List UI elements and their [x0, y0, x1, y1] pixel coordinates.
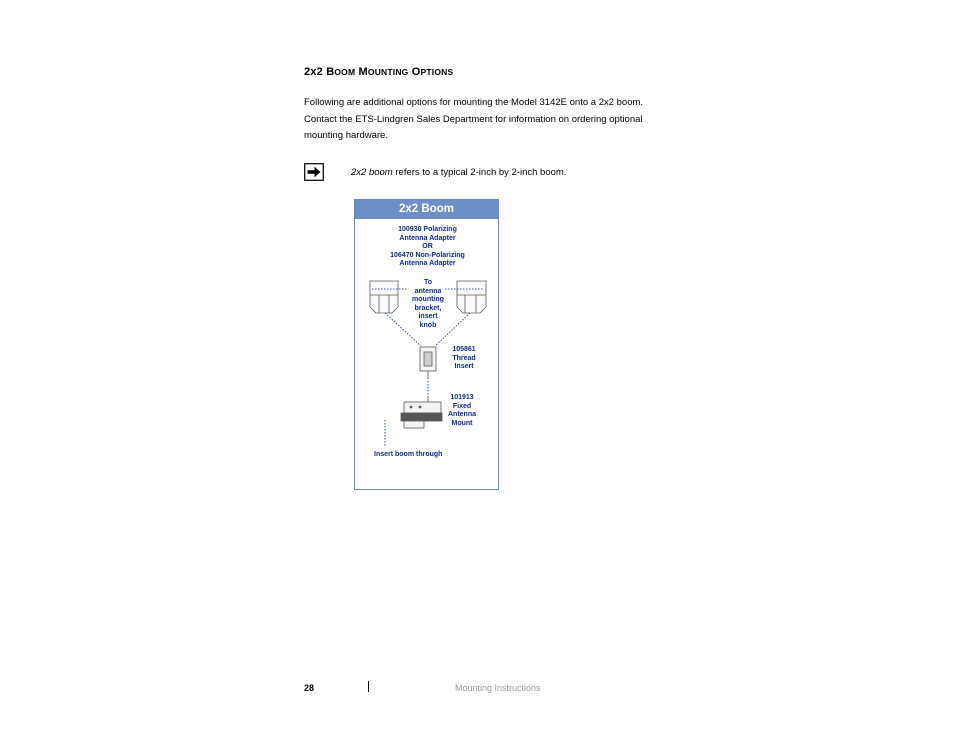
thread-insert-part [420, 347, 436, 378]
intro-paragraph [304, 95, 664, 145]
right-mounting-bracket [457, 281, 486, 313]
footer-title: Mounting Instructions [455, 683, 541, 693]
footer-divider [368, 681, 369, 692]
section-heading: 2x2 BOOM MOUNTING OPTIONS [304, 66, 454, 78]
fixed-mount-label: 101913 Fixed Antenna Mount [448, 394, 476, 427]
thread-insert-label: 105861 Thread Insert [452, 346, 476, 370]
boom-label: Insert boom through [374, 451, 443, 458]
intro-line: Contact the ETS-Lindgren Sales Department for information on ordering optional [304, 113, 643, 125]
left-mounting-bracket [370, 281, 398, 313]
figure-title: 2x2 Boom [355, 200, 498, 219]
fixed-antenna-mount-part [401, 397, 442, 428]
boom-mount-figure [354, 199, 499, 490]
arrow-right-icon [304, 163, 324, 181]
bracket-label: To antenna mounting bracket, insert knob [412, 279, 444, 329]
note-text: 2x2 boom refers to a typical 2-inch by 2-inch boom. [351, 167, 567, 178]
adapter-label: 100930 Polarizing Antenna Adapter OR 106470 Non-Polarizing Antenna Adapter [390, 226, 465, 267]
intro-line: Following are additional options for mounting the Model 3142E onto a 2x2 boom. [304, 97, 644, 108]
intro-line: mounting hardware. [304, 130, 388, 141]
page-number: 28 [304, 683, 315, 693]
